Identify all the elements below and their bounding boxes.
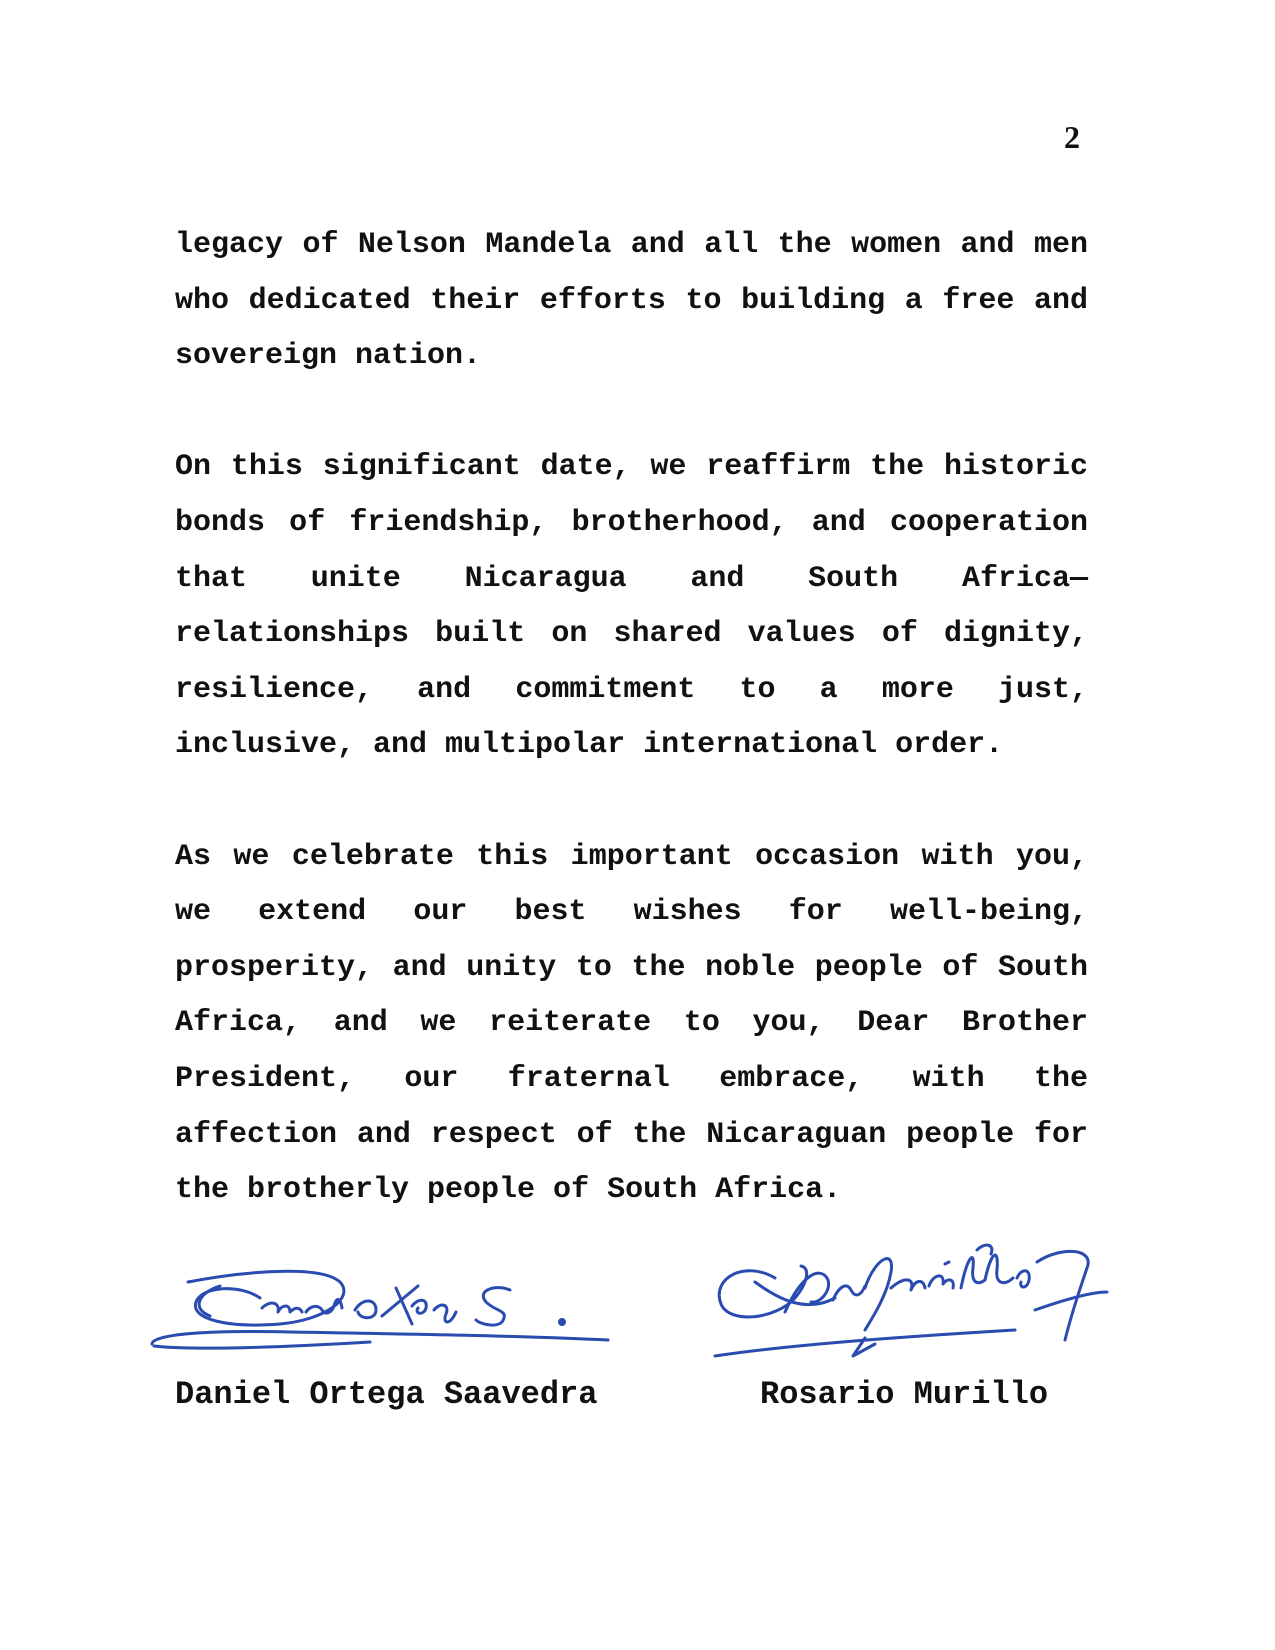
- signatory-name-daniel-ortega: Daniel Ortega Saavedra: [175, 1376, 598, 1413]
- paragraph-3: As we celebrate this important occasion with you, we extend our best wishes for well-being, prosperity, and unity to the noble people of South Africa, and we reiterate to you, Dear Brother President, our fraternal embrace, with the affection and respect of the Nicaraguan people for the brotherly people of South Africa.: [175, 839, 1088, 1208]
- signature-daniel-ortega: [150, 1268, 650, 1378]
- page-number: 2: [1064, 119, 1080, 155]
- paragraph-1: legacy of Nelson Mandela and all the women and men who dedicated their efforts to building a free and sovereign nation.: [175, 228, 1088, 374]
- paragraph-2: On this significant date, we reaffirm the historic bonds of friendship, brotherhood, and cooperation that unite Nicaragua and South Africa—relationships built on shared values of dignity, resilience, and commitment to a more just, inclusive, and multipolar international order.: [175, 450, 1088, 763]
- signatory-name-rosario-murillo: Rosario Murillo: [760, 1376, 1049, 1413]
- letter-body: [175, 218, 1088, 1219]
